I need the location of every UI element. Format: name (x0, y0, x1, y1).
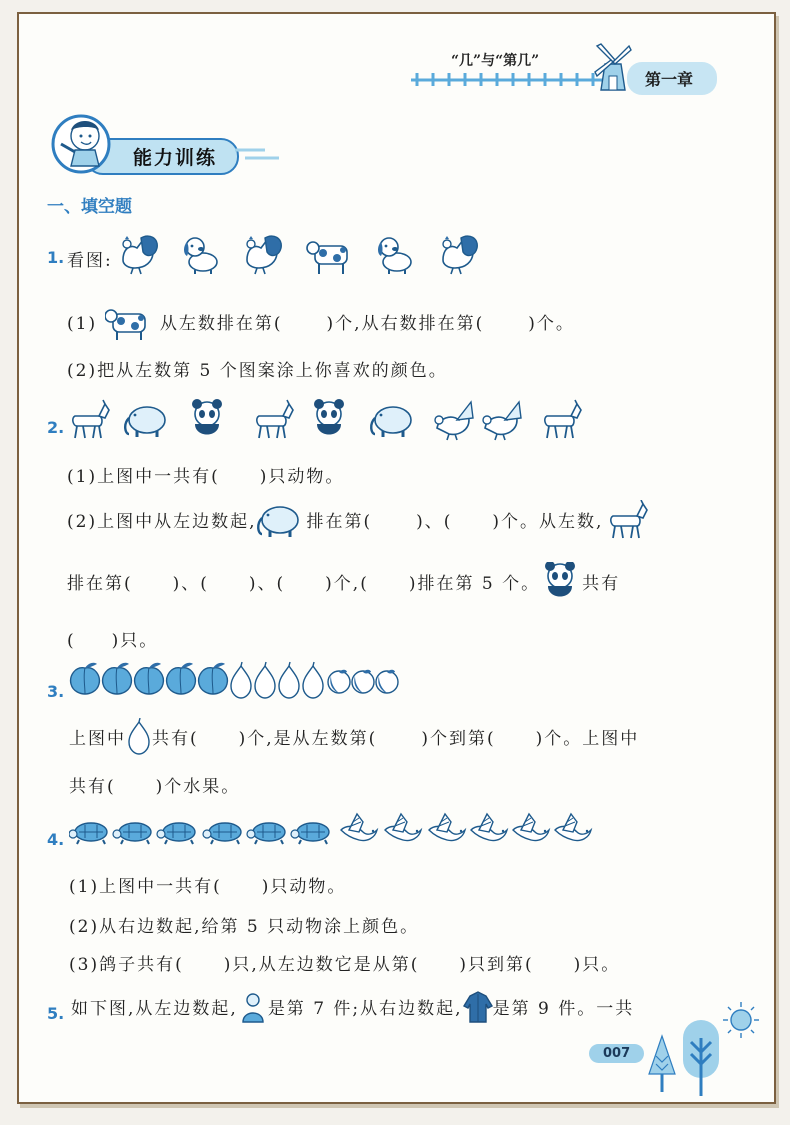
boy-mascot-icon (45, 114, 117, 178)
rooster-icon (247, 236, 281, 274)
q2-line3 (67, 562, 620, 607)
q4-part1-text-a: (1)上图中一共有( (69, 877, 222, 897)
q2-line3-text-c: )、( (248, 574, 286, 594)
q2-part2-text-b: 排在第( (306, 512, 373, 532)
sun-icon (721, 1000, 761, 1044)
q3-number: 3. (47, 682, 65, 701)
rooster-icon (123, 236, 157, 274)
workbook-page (17, 12, 776, 1104)
q4-part2: (2)从右边数起,给第 5 只动物涂上颜色。 (69, 917, 420, 937)
q1-part2: (2)把从左数第 5 个图案涂上你喜欢的颜色。 (67, 361, 448, 381)
subsection-title: 一、填空题 (47, 197, 132, 217)
q2-part1-text-b: )只动物。 (259, 467, 345, 487)
q2-animal-row (65, 394, 595, 448)
q4-part3-text-c: )只到第( (459, 955, 534, 975)
q2-line4-text-a: ( (67, 631, 76, 651)
q3-line1-text-b: 共有( (152, 729, 199, 749)
q2-part1-text-a: (1)上图中一共有( (67, 467, 220, 487)
q2-part1 (67, 462, 344, 487)
tree-small-icon (647, 1034, 677, 1098)
panda-icon (540, 562, 582, 607)
q5-text-c: 是第 9 件。一共 (492, 999, 635, 1019)
q4-animal-row (69, 810, 599, 854)
q4-number: 4. (47, 830, 65, 849)
elephant-icon (256, 500, 306, 545)
hat-item-icon (238, 990, 268, 1029)
q2-line3-text-a: 排在第( (67, 574, 133, 594)
q3-line1-text-a: 上图中 (69, 729, 126, 749)
rooster-icon (443, 236, 477, 274)
q3-line1 (69, 718, 639, 761)
coat-item-icon (463, 990, 493, 1029)
q4-part3-text-a: (3)鸽子共有( (69, 955, 184, 975)
q1-animal-row (119, 232, 509, 282)
q2-line4 (67, 626, 158, 651)
q1-part1-index: (1) (67, 314, 98, 334)
q1-number: 1. (47, 248, 65, 267)
q5-text-a: 如下图,从左边数起, (71, 999, 238, 1019)
q5-number: 5. (47, 1004, 65, 1023)
section-title: 能力训练 (85, 138, 239, 175)
pear-icon (126, 718, 152, 761)
cow-icon (105, 304, 153, 345)
header-title: “几”与“第几” (451, 53, 540, 69)
q1-part1-text-b: )个,从右数排在第( (326, 314, 485, 334)
q3-line2 (69, 772, 240, 797)
q5-line (71, 990, 634, 1029)
q4-part1 (69, 872, 346, 897)
q4-part1-text-b: )只动物。 (261, 877, 347, 897)
page-number: 007 (589, 1044, 644, 1063)
q1-label: 看图: (67, 251, 113, 271)
q2-part2 (67, 500, 651, 545)
chapter-label: 第一章 (627, 62, 717, 95)
dog-icon (184, 238, 217, 274)
donkey-icon (603, 500, 651, 545)
q3-line1-text-d: )个到第( (421, 729, 496, 749)
q1-part1 (67, 304, 575, 345)
q4-part3 (69, 950, 620, 975)
section-banner (45, 114, 275, 174)
q3-line1-text-c: )个,是从左数第( (238, 729, 378, 749)
q5-text-b: 是第 7 件;从右边数起, (267, 999, 463, 1019)
q2-line4-text-b: )只。 (111, 631, 159, 651)
q2-number: 2. (47, 418, 65, 437)
tree-large-icon (679, 1018, 723, 1102)
q2-line3-text-d: )个,( (325, 574, 369, 594)
q1-part1-text-a: 从左数排在第( (159, 314, 283, 334)
dog-icon (378, 238, 411, 274)
cow-icon (307, 242, 347, 274)
q3-line2-text-a: 共有( (69, 777, 116, 797)
q1-part1-text-c: )个。 (528, 314, 575, 334)
q3-line1-text-e: )个。上图中 (535, 729, 640, 749)
q2-part2-text-c: )、( (416, 512, 453, 532)
q2-part2-text-d: )个。从左数, (492, 512, 604, 532)
q2-line3-text-b: )、( (172, 574, 209, 594)
cloud-icon (235, 144, 285, 172)
q3-fruit-row (69, 658, 409, 704)
q4-part3-text-d: )只。 (573, 955, 621, 975)
q2-line3-text-e: )排在第 5 个。 (408, 574, 541, 594)
q3-line2-text-b: )个水果。 (155, 777, 241, 797)
q2-part2-text-a: (2)上图中从左边数起, (67, 512, 257, 532)
q2-line3-text-f: 共有 (582, 574, 621, 594)
q4-part3-text-b: )只,从左边数它是从第( (223, 955, 420, 975)
